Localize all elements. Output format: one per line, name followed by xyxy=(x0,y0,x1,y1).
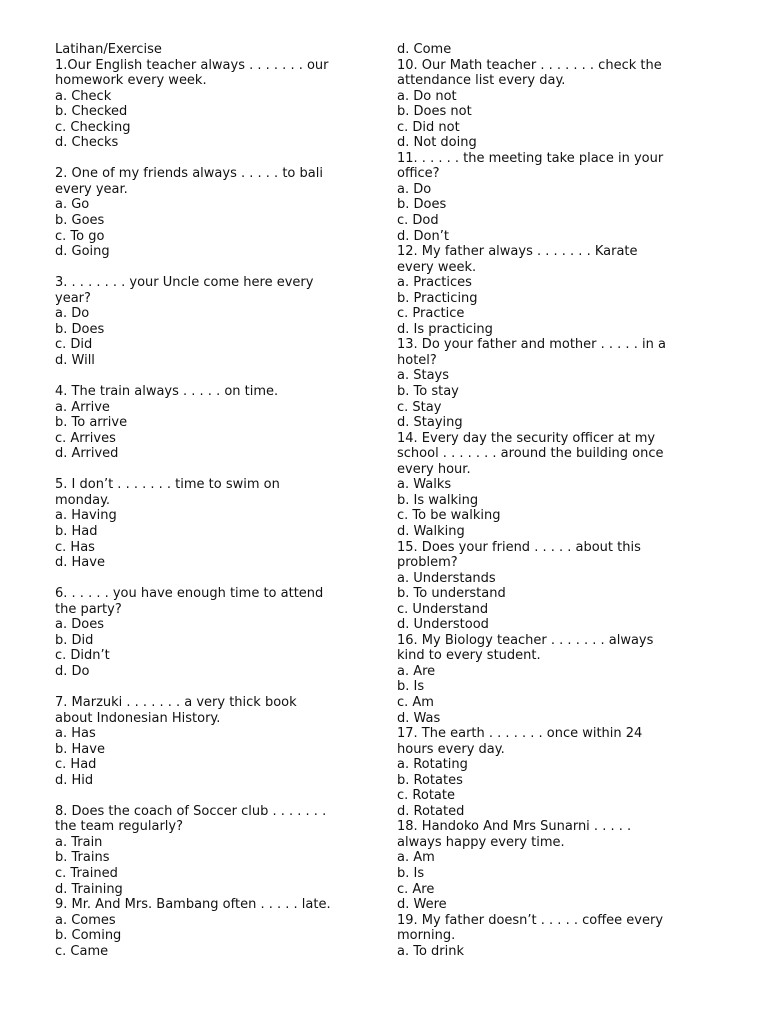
answer-option: c. Arrives xyxy=(55,430,116,446)
question-text: 8. Does the coach of Soccer club . . . . . . . xyxy=(55,803,327,819)
question-text-continued: the party? xyxy=(55,601,122,617)
left-column xyxy=(55,42,331,959)
answer-option: a. Understands xyxy=(397,570,496,586)
question-text: 16. My Biology teacher . . . . . . . always xyxy=(397,632,654,648)
question-text: 17. The earth . . . . . . . once within 24 xyxy=(397,726,643,742)
blank-line xyxy=(55,151,331,167)
answer-option: b. Is xyxy=(397,679,425,695)
answer-option: c. Checking xyxy=(55,119,131,135)
answer-option: c. To go xyxy=(55,228,105,244)
question-text: 10. Our Math teacher . . . . . . . check the xyxy=(397,57,662,73)
answer-option: d. Were xyxy=(397,897,447,913)
answer-option: b. Did xyxy=(55,632,94,648)
answer-option: a. Do xyxy=(397,181,432,197)
answer-option: c. Did xyxy=(55,337,93,353)
question-text-continued: every year. xyxy=(55,181,128,197)
question-text: 18. Handoko And Mrs Sunarni . . . . . xyxy=(397,819,632,835)
question-text: 12. My father always . . . . . . . Karate xyxy=(397,244,638,260)
question-text-continued: school . . . . . . . around the building once xyxy=(397,446,664,462)
answer-option: d. Going xyxy=(55,244,110,260)
blank-line xyxy=(55,788,331,804)
answer-option: b. Had xyxy=(55,523,98,539)
answer-option: d. Was xyxy=(397,710,441,726)
question-text: 4. The train always . . . . . on time. xyxy=(55,384,279,400)
answer-option: a. Stays xyxy=(397,368,450,384)
answer-option: b. Rotates xyxy=(397,772,463,788)
answer-option: b. Is xyxy=(397,865,425,881)
answer-option: d. Rotated xyxy=(397,803,465,819)
answer-option: b. To understand xyxy=(397,586,506,602)
answer-option: d. Training xyxy=(55,881,123,897)
blank-line xyxy=(55,679,331,695)
answer-option: d. Have xyxy=(55,555,105,571)
blank-line xyxy=(55,462,331,478)
question-text-continued: hours every day. xyxy=(397,741,505,757)
question-text-continued: problem? xyxy=(397,555,458,571)
answer-option: d. Come xyxy=(397,42,452,57)
answer-option: d. Checks xyxy=(55,135,119,151)
answer-option: c. Understand xyxy=(397,601,489,617)
answer-option: a. Rotating xyxy=(397,757,468,773)
question-text-continued: attendance list every day. xyxy=(397,73,566,89)
answer-option: a. Does xyxy=(55,617,104,633)
blank-line xyxy=(55,368,331,384)
question-text-continued: office? xyxy=(397,166,440,182)
answer-option: c. Stay xyxy=(397,399,442,415)
document-title: Latihan/Exercise xyxy=(55,42,162,57)
question-text-continued: about Indonesian History. xyxy=(55,710,221,726)
question-text-continued: every week. xyxy=(397,259,477,275)
answer-option: d. Not doing xyxy=(397,135,477,151)
answer-option: d. Is practicing xyxy=(397,321,493,337)
question-text: 6. . . . . . you have enough time to attend xyxy=(55,586,324,602)
answer-option: a. Practices xyxy=(397,275,472,291)
answer-option: b. Checked xyxy=(55,104,128,120)
answer-option: a. Train xyxy=(55,834,103,850)
answer-option: b. To arrive xyxy=(55,415,128,431)
answer-option: c. Am xyxy=(397,694,434,710)
answer-option: c. Didn’t xyxy=(55,648,110,664)
answer-option: a. Walks xyxy=(397,477,452,493)
question-text: 5. I don’t . . . . . . . time to swim on xyxy=(55,477,280,493)
question-text-continued: year? xyxy=(55,290,91,306)
question-text: 11. . . . . . the meeting take place in your xyxy=(397,150,664,166)
question-text: 15. Does your friend . . . . . about this xyxy=(397,539,641,555)
question-text: 2. One of my friends always . . . . . to bali xyxy=(55,166,323,182)
answer-option: b. Practicing xyxy=(397,290,478,306)
answer-option: c. Are xyxy=(397,881,435,897)
question-text-continued: the team regularly? xyxy=(55,819,184,835)
question-text-continued: morning. xyxy=(397,928,456,944)
answer-option: b. Does xyxy=(397,197,447,213)
answer-option: c. Rotate xyxy=(397,788,455,804)
answer-option: d. Don’t xyxy=(397,228,449,244)
answer-option: c. Has xyxy=(55,539,95,555)
blank-line xyxy=(55,260,331,276)
answer-option: d. Do xyxy=(55,663,90,679)
answer-option: b. Have xyxy=(55,741,105,757)
answer-option: b. To stay xyxy=(397,384,459,400)
answer-option: a. Am xyxy=(397,850,435,866)
question-text-continued: homework every week. xyxy=(55,73,207,89)
question-text: 19. My father doesn’t . . . . . coffee every xyxy=(397,912,664,928)
question-text-continued: always happy every time. xyxy=(397,834,565,850)
answer-option: b. Trains xyxy=(55,850,110,866)
question-text-continued: kind to every student. xyxy=(397,648,541,664)
question-text: 3. . . . . . . . your Uncle come here every xyxy=(55,275,314,291)
question-text: 1.Our English teacher always . . . . . . . our xyxy=(55,57,329,73)
answer-option: d. Staying xyxy=(397,415,463,431)
answer-option: d. Will xyxy=(55,352,95,368)
question-text: 13. Do your father and mother . . . . . in a xyxy=(397,337,666,353)
answer-option: a. Having xyxy=(55,508,117,524)
answer-option: a. Has xyxy=(55,726,96,742)
answer-option: c. Came xyxy=(55,943,109,959)
answer-option: c. To be walking xyxy=(397,508,501,524)
answer-option: d. Walking xyxy=(397,523,465,539)
answer-option: c. Had xyxy=(55,757,97,773)
answer-option: a. Go xyxy=(55,197,90,213)
answer-option: c. Trained xyxy=(55,865,118,881)
right-column xyxy=(397,42,666,959)
answer-option: a. Are xyxy=(397,663,436,679)
question-text-continued: monday. xyxy=(55,492,111,508)
answer-option: d. Hid xyxy=(55,772,94,788)
answer-option: a. Comes xyxy=(55,912,116,928)
blank-line xyxy=(55,571,331,587)
answer-option: a. Do xyxy=(55,306,90,322)
answer-option: c. Practice xyxy=(397,306,465,322)
answer-option: a. To drink xyxy=(397,943,465,959)
question-text-continued: every hour. xyxy=(397,461,471,477)
answer-option: d. Understood xyxy=(397,617,489,633)
answer-option: b. Does xyxy=(55,321,105,337)
question-text: 9. Mr. And Mrs. Bambang often . . . . . late. xyxy=(55,897,331,913)
answer-option: c. Did not xyxy=(397,119,460,135)
question-text-continued: hotel? xyxy=(397,352,437,368)
answer-option: b. Goes xyxy=(55,213,105,229)
answer-option: c. Dod xyxy=(397,213,439,229)
answer-option: a. Do not xyxy=(397,88,457,104)
answer-option: b. Coming xyxy=(55,928,122,944)
question-text: 7. Marzuki . . . . . . . a very thick book xyxy=(55,694,297,710)
question-text: 14. Every day the security officer at my xyxy=(397,430,656,446)
answer-option: d. Arrived xyxy=(55,446,119,462)
answer-option: b. Does not xyxy=(397,104,472,120)
answer-option: a. Arrive xyxy=(55,399,110,415)
answer-option: b. Is walking xyxy=(397,492,479,508)
answer-option: a. Check xyxy=(55,88,112,104)
